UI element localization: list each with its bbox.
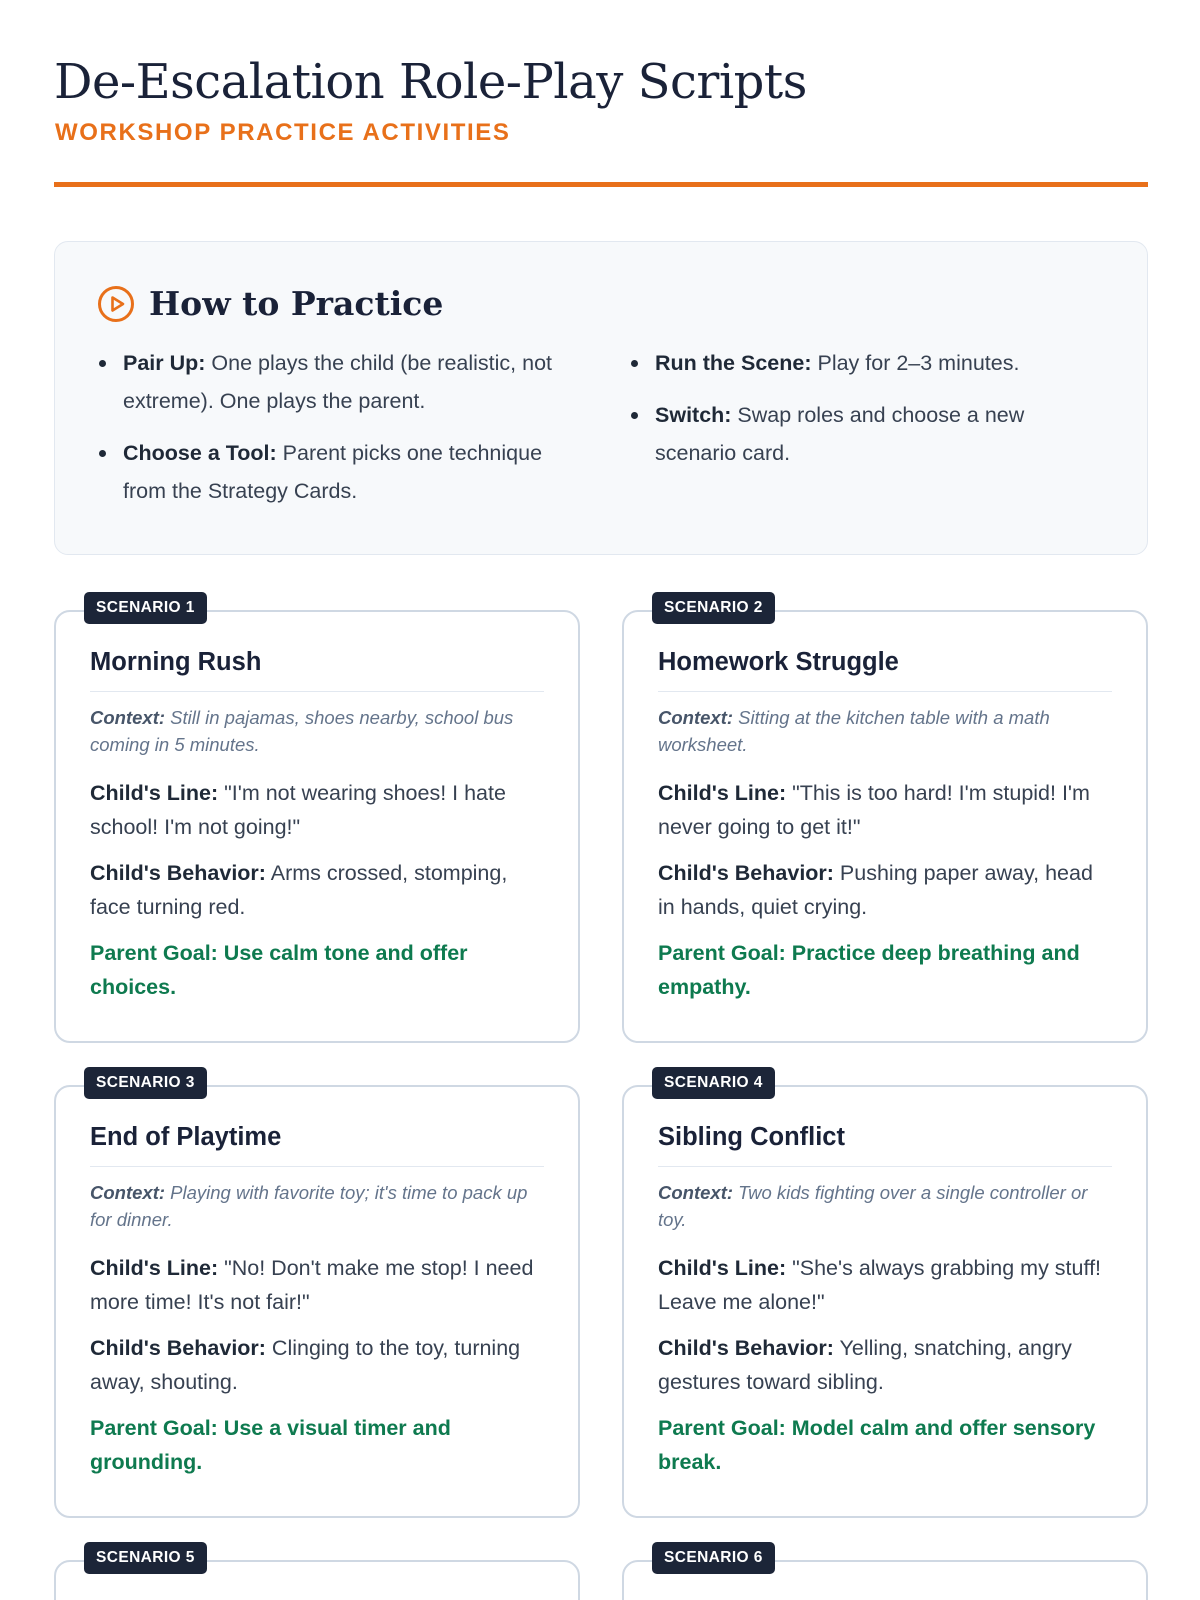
- child-behavior-label: Child's Behavior:: [90, 861, 266, 885]
- context-label: Context:: [658, 707, 734, 728]
- scenario-badge: SCENARIO 1: [84, 592, 207, 624]
- child-behavior-text: Clinging to the toy, turning away, shouting.: [90, 1336, 521, 1394]
- scenario-context: [90, 704, 544, 758]
- context-text: Playing with favorite toy; it's time to pack up for dinner.: [90, 1182, 528, 1230]
- child-behavior-text: Pushing paper away, head in hands, quiet crying.: [658, 861, 1093, 919]
- parent-goal: Parent Goal: Use a visual timer and grounding.: [90, 1416, 451, 1474]
- child-behavior: [90, 856, 544, 924]
- child-line: [90, 1251, 544, 1319]
- child-line: [658, 1251, 1112, 1319]
- scenario-title: End of Playtime: [90, 1123, 544, 1167]
- step-label: Pair Up:: [123, 351, 206, 375]
- play-circle-icon: [97, 285, 135, 323]
- scenario-badge: SCENARIO 4: [652, 1067, 775, 1099]
- how-to-practice-header: [97, 284, 443, 323]
- child-line-label: Child's Line:: [658, 1256, 787, 1280]
- child-line-text: "No! Don't make me stop! I need more time! It's not fair!": [90, 1256, 534, 1314]
- how-to-step: [95, 344, 575, 420]
- child-line-text: "This is too hard! I'm stupid! I'm never going to get it!": [658, 781, 1090, 839]
- child-line-text: "She's always grabbing my stuff! Leave me alone!": [658, 1256, 1102, 1314]
- child-line-label: Child's Line:: [658, 781, 787, 805]
- how-to-practice-panel: [54, 241, 1148, 555]
- scenario-card: [54, 1074, 580, 1518]
- how-to-list-left: [95, 344, 575, 524]
- context-label: Context:: [90, 707, 166, 728]
- child-behavior-label: Child's Behavior:: [90, 1336, 266, 1360]
- step-text: One plays the child (be realistic, not extreme). One plays the parent.: [123, 351, 552, 413]
- scenario-context: [90, 1179, 544, 1233]
- step-label: Run the Scene:: [655, 351, 812, 375]
- child-line-text: "I'm not wearing shoes! I hate school! I'm not going!": [90, 781, 506, 839]
- context-text: Two kids fighting over a single controller or toy.: [658, 1182, 1088, 1230]
- scenario-title: Morning Rush: [90, 648, 544, 692]
- step-label: Switch:: [655, 403, 732, 427]
- step-label: Choose a Tool:: [123, 441, 277, 465]
- how-to-step: [95, 434, 575, 510]
- child-behavior-label: Child's Behavior:: [658, 1336, 834, 1360]
- context-text: Still in pajamas, shoes nearby, school bus coming in 5 minutes.: [90, 707, 514, 755]
- context-label: Context:: [90, 1182, 166, 1203]
- scenario-badge: SCENARIO 3: [84, 1067, 207, 1099]
- how-to-practice-title: How to Practice: [149, 284, 444, 323]
- context-label: Context:: [658, 1182, 734, 1203]
- child-behavior: [658, 856, 1112, 924]
- child-behavior: [658, 1331, 1112, 1399]
- child-behavior-text: Yelling, snatching, angry gestures toward sibling.: [658, 1336, 1072, 1394]
- scenario-badge: SCENARIO 2: [652, 592, 775, 624]
- header-divider: [54, 182, 1148, 187]
- scenario-card: [54, 1549, 580, 1600]
- scenario-card: [622, 1549, 1148, 1600]
- scenario-card: [622, 1074, 1148, 1518]
- scenario-badge: SCENARIO 5: [84, 1542, 207, 1574]
- parent-goal: Parent Goal: Use calm tone and offer choices.: [90, 941, 468, 999]
- how-to-step: [627, 396, 1097, 472]
- scenario-context: [658, 1179, 1112, 1233]
- context-text: Sitting at the kitchen table with a math worksheet.: [658, 707, 1050, 755]
- scenario-title: Sibling Conflict: [658, 1123, 1112, 1167]
- scenario-context: [658, 704, 1112, 758]
- page-subtitle: WORKSHOP PRACTICE ACTIVITIES: [55, 119, 511, 146]
- step-text: Play for 2–3 minutes.: [811, 351, 1020, 375]
- parent-goal: Parent Goal: Practice deep breathing and empathy.: [658, 941, 1080, 999]
- scenario-card: [54, 599, 580, 1043]
- child-behavior: [90, 1331, 544, 1399]
- child-line: [90, 776, 544, 844]
- child-line: [658, 776, 1112, 844]
- step-text: Swap roles and choose a new scenario card.: [655, 403, 1025, 465]
- child-line-label: Child's Line:: [90, 1256, 219, 1280]
- scenario-card: [622, 599, 1148, 1043]
- child-behavior-text: Arms crossed, stomping, face turning red.: [90, 861, 508, 919]
- scenario-title: Homework Struggle: [658, 648, 1112, 692]
- scenario-badge: SCENARIO 6: [652, 1542, 775, 1574]
- step-text: Parent picks one technique from the Strategy Cards.: [123, 441, 543, 503]
- child-line-label: Child's Line:: [90, 781, 219, 805]
- child-behavior-label: Child's Behavior:: [658, 861, 834, 885]
- parent-goal: Parent Goal: Model calm and offer sensory break.: [658, 1416, 1096, 1474]
- how-to-list-right: [627, 344, 1097, 486]
- page-title: De-Escalation Role-Play Scripts: [54, 54, 807, 110]
- how-to-step: [627, 344, 1097, 382]
